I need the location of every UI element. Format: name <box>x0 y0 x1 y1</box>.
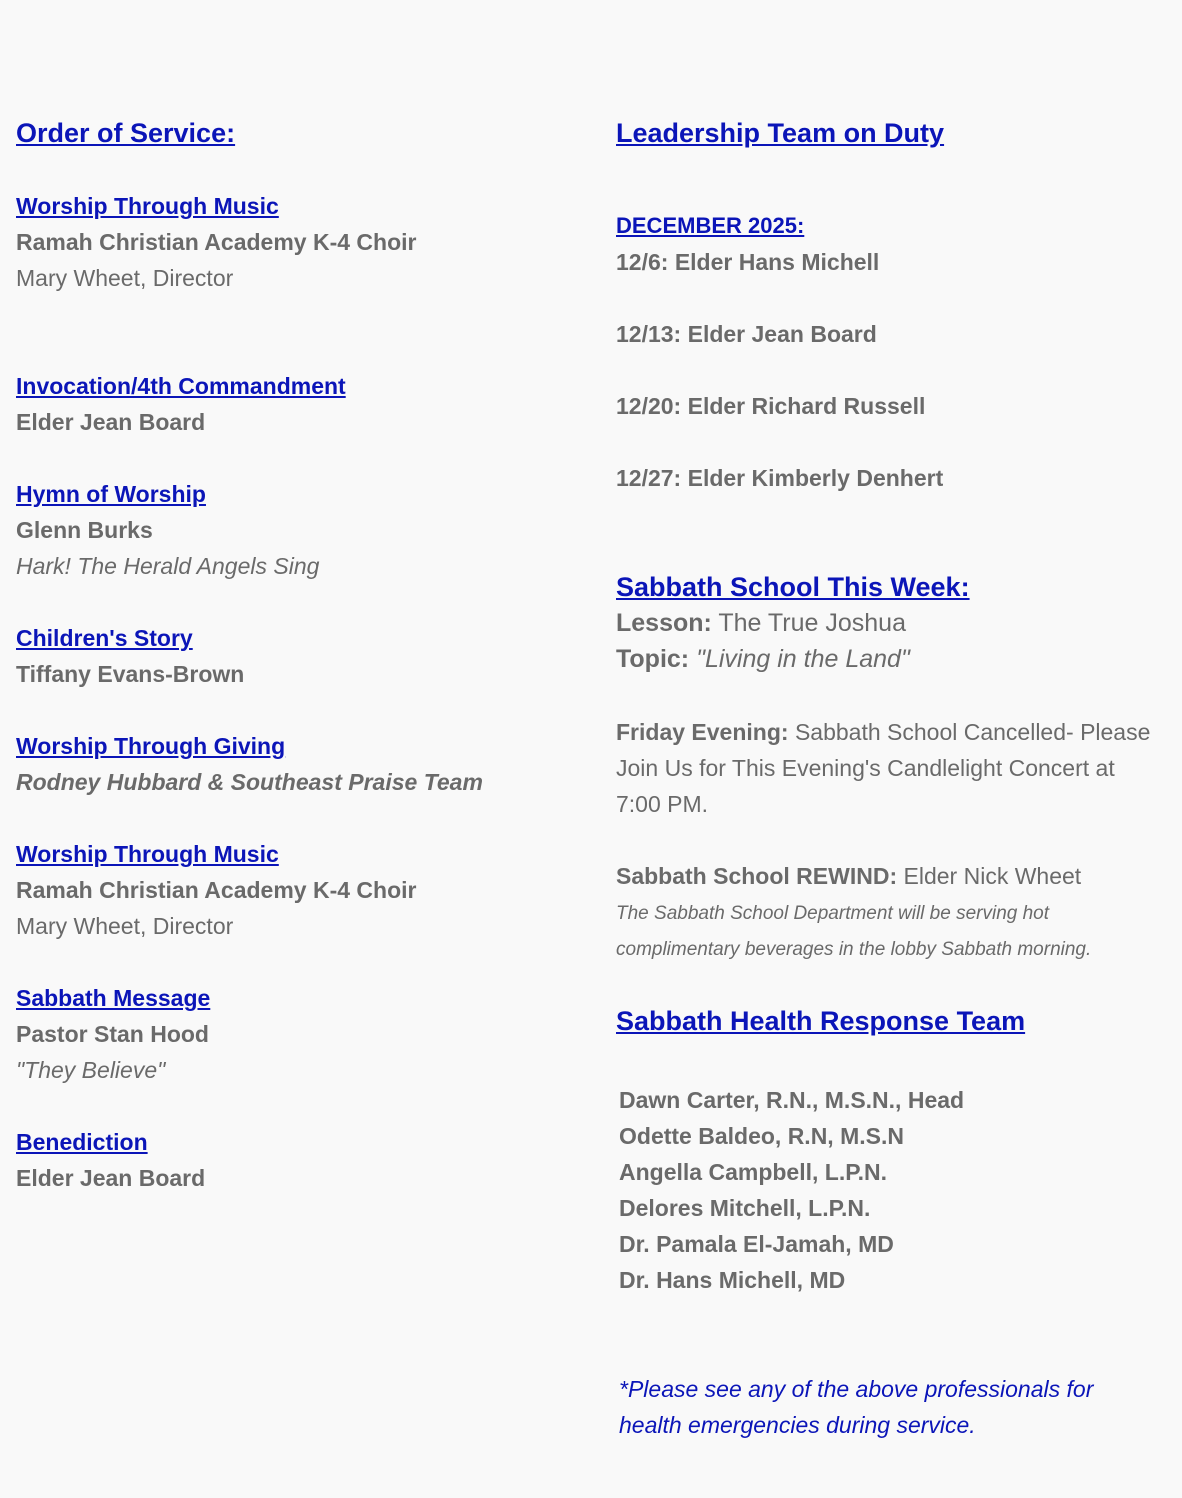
sabbath-school-title[interactable]: Sabbath School This Week: <box>616 572 970 602</box>
friday-label: Friday Evening: <box>616 719 789 745</box>
order-of-service-title[interactable]: Order of Service: <box>16 118 236 148</box>
topic-label: Topic: <box>616 645 690 673</box>
lesson-line <box>616 608 906 638</box>
service-detail: Mary Wheet, Director <box>16 913 234 939</box>
health-team-title[interactable]: Sabbath Health Response Team <box>616 1006 1026 1036</box>
health-member: Odette Baldeo, R.N, M.S.N <box>619 1123 904 1149</box>
service-person: Ramah Christian Academy K-4 Choir <box>16 229 417 255</box>
lesson-label: Lesson: <box>616 609 712 637</box>
service-heading-benediction[interactable]: Benediction <box>16 1129 148 1155</box>
health-member: Dawn Carter, R.N., M.S.N., Head <box>619 1087 965 1113</box>
service-heading-giving[interactable]: Worship Through Giving <box>16 733 286 759</box>
service-heading-childrens-story[interactable]: Children's Story <box>16 625 193 651</box>
service-detail: Mary Wheet, Director <box>16 265 234 291</box>
service-heading-invocation[interactable]: Invocation/4th Commandment <box>16 373 346 399</box>
service-person: Tiffany Evans-Brown <box>16 661 245 687</box>
topic-value: "Living in the Land" <box>696 645 910 673</box>
friday-evening-paragraph <box>616 714 1156 822</box>
service-detail: Hark! The Herald Angels Sing <box>16 553 320 579</box>
rewind-label: Sabbath School REWIND: <box>616 863 898 889</box>
topic-line <box>616 644 910 674</box>
leadership-title[interactable]: Leadership Team on Duty <box>616 118 945 148</box>
beverage-note: The Sabbath School Department will be serving hot complimentary beverages in the lobby Sabbath morning. <box>616 903 1092 960</box>
health-member: Dr. Hans Michell, MD <box>619 1267 846 1293</box>
service-person: Ramah Christian Academy K-4 Choir <box>16 877 417 903</box>
service-heading-worship-music-2[interactable]: Worship Through Music <box>16 841 279 867</box>
service-person: Rodney Hubbard & Southeast Praise Team <box>16 769 483 795</box>
lesson-value: The True Joshua <box>718 609 906 637</box>
service-person: Elder Jean Board <box>16 1165 206 1191</box>
health-member: Angella Campbell, L.P.N. <box>619 1159 887 1185</box>
health-member: Dr. Pamala El-Jamah, MD <box>619 1231 894 1257</box>
rewind-value: Elder Nick Wheet <box>903 863 1082 889</box>
service-person: Glenn Burks <box>16 517 153 543</box>
duty-item: 12/27: Elder Kimberly Denhert <box>616 465 944 491</box>
duty-item: 12/20: Elder Richard Russell <box>616 393 926 419</box>
health-member: Delores Mitchell, L.P.N. <box>619 1195 871 1221</box>
leadership-month[interactable]: DECEMBER 2025: <box>616 213 805 238</box>
service-heading-hymn[interactable]: Hymn of Worship <box>16 481 206 507</box>
friday-text: Sabbath School Cancelled- Please Join Us for This Evening's Candlelight Concert at 7:00 PM. <box>616 719 1151 817</box>
service-heading-worship-music[interactable]: Worship Through Music <box>16 193 279 219</box>
service-person: Pastor Stan Hood <box>16 1021 209 1047</box>
service-heading-message[interactable]: Sabbath Message <box>16 985 211 1011</box>
service-person: Elder Jean Board <box>16 409 206 435</box>
duty-item: 12/13: Elder Jean Board <box>616 321 877 347</box>
duty-item: 12/6: Elder Hans Michell <box>616 249 880 275</box>
service-detail: "They Believe" <box>16 1057 166 1083</box>
health-emergency-note: *Please see any of the above professionals for health emergencies during service. <box>619 1376 1094 1438</box>
rewind-line <box>616 861 1081 891</box>
